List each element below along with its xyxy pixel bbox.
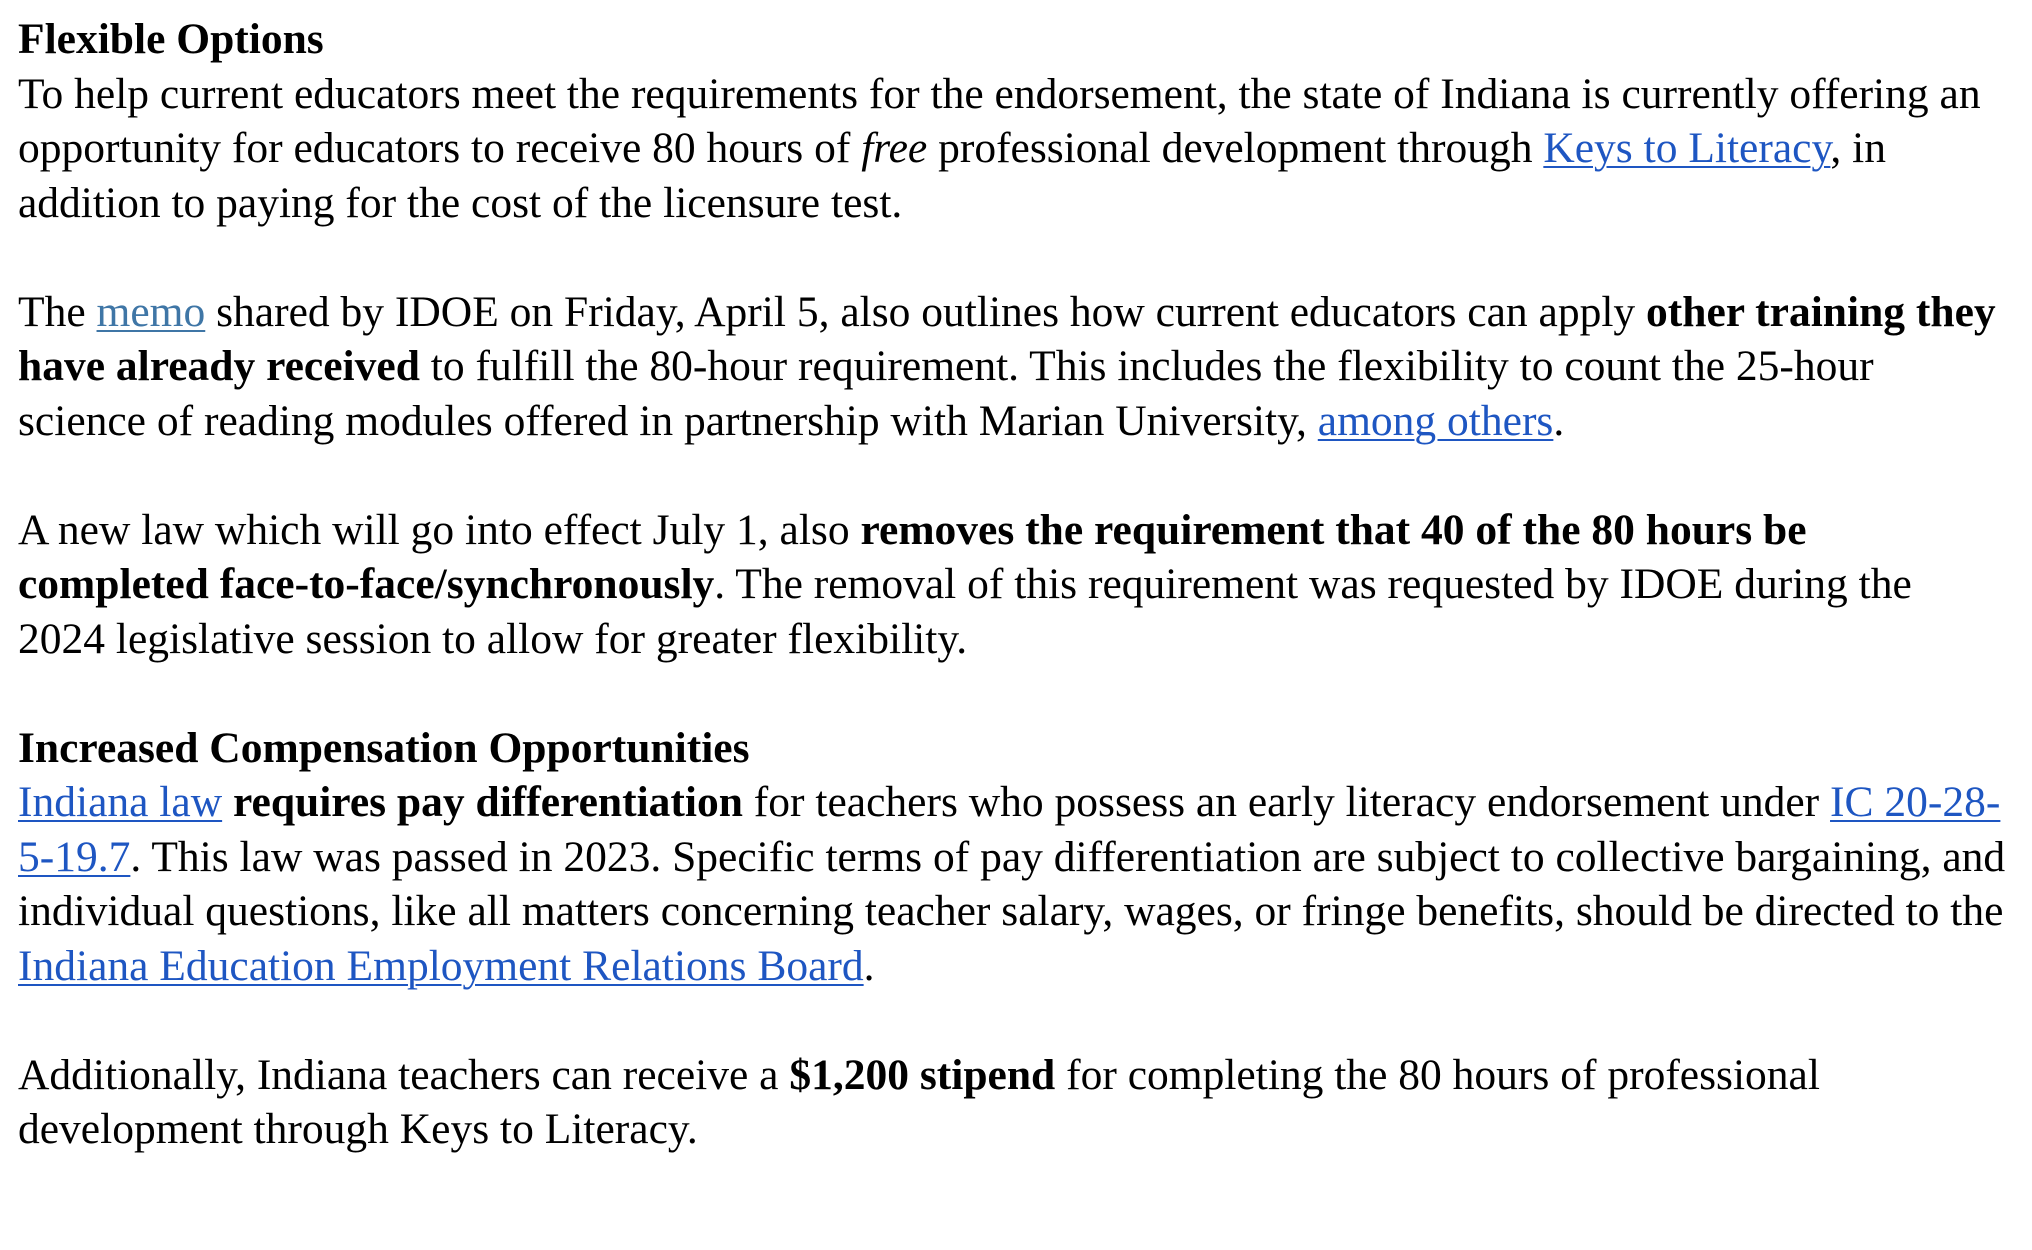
paragraph-text: The [18,287,97,336]
stipend-paragraph [18,1048,2008,1157]
paragraph-text: . [863,941,875,990]
ieerb-link[interactable]: Indiana Education Employment Relations Board [18,941,864,990]
bold-text: removes the requirement that 40 of the 80 hours be completed face-to-face/synchronously [18,505,1807,608]
section-heading-compensation: Increased Compensation Opportunities [18,723,750,772]
memo-paragraph [18,285,2008,449]
compensation-intro [18,721,2008,994]
paragraph-text [222,778,233,826]
paragraph-text: To help current educators meet the requirements for the endorsement, the state of Indiana is currently offering an opportunity for educators to receive 80 hours of [18,69,1981,172]
paragraph-text: , in addition to paying for the cost of the licensure test. [18,124,1886,227]
flexible-options-intro [18,12,2008,230]
paragraph-text: for completing the 80 hours of professional development through Keys to Literacy. [18,1050,1820,1153]
bold-text: other training they have already received [18,287,1996,390]
paragraph-text: . [1553,396,1565,445]
new-law-paragraph [18,503,2008,667]
ic-statute-link[interactable]: IC 20-28-5-19.7 [18,778,2001,881]
section-heading-flexible-options: Flexible Options [18,15,324,63]
paragraph-text: for teachers who possess an early literacy endorsement under [742,778,1831,826]
document-body [18,12,2008,1157]
paragraph-text: . The removal of this requirement was requested by IDOE during the 2024 legislative session to allow for greater flexibility. [18,560,1912,663]
bold-text: $1,200 stipend [789,1050,1056,1099]
among-others-link[interactable]: among others [1317,396,1554,445]
bold-text: requires pay differentiation [233,778,743,826]
paragraph-text: shared by IDOE on Friday, April 5, also outlines how current educators can apply [205,287,1647,336]
paragraph-text: to fulfill the 80-hour requirement. This includes the flexibility to count the 25-hour science of reading modules offered in partnership with Marian University, [18,342,1874,445]
keys-to-literacy-link[interactable]: Keys to Literacy [1543,124,1831,172]
emphasis-text: free [861,124,928,172]
paragraph-text: professional development through [927,124,1544,172]
paragraph-text: . This law was passed in 2023. Specific terms of pay differentiation are subject to collective bargaining, and individual questions, like all matters concerning teacher salary, wages, or fringe benefits, should be directed to the [18,832,2006,935]
memo-link[interactable]: memo [96,287,206,336]
paragraph-text: Additionally, Indiana teachers can receive a [18,1050,790,1099]
indiana-law-link[interactable]: Indiana law [18,778,223,826]
paragraph-text: A new law which will go into effect July 1, also [18,505,861,554]
